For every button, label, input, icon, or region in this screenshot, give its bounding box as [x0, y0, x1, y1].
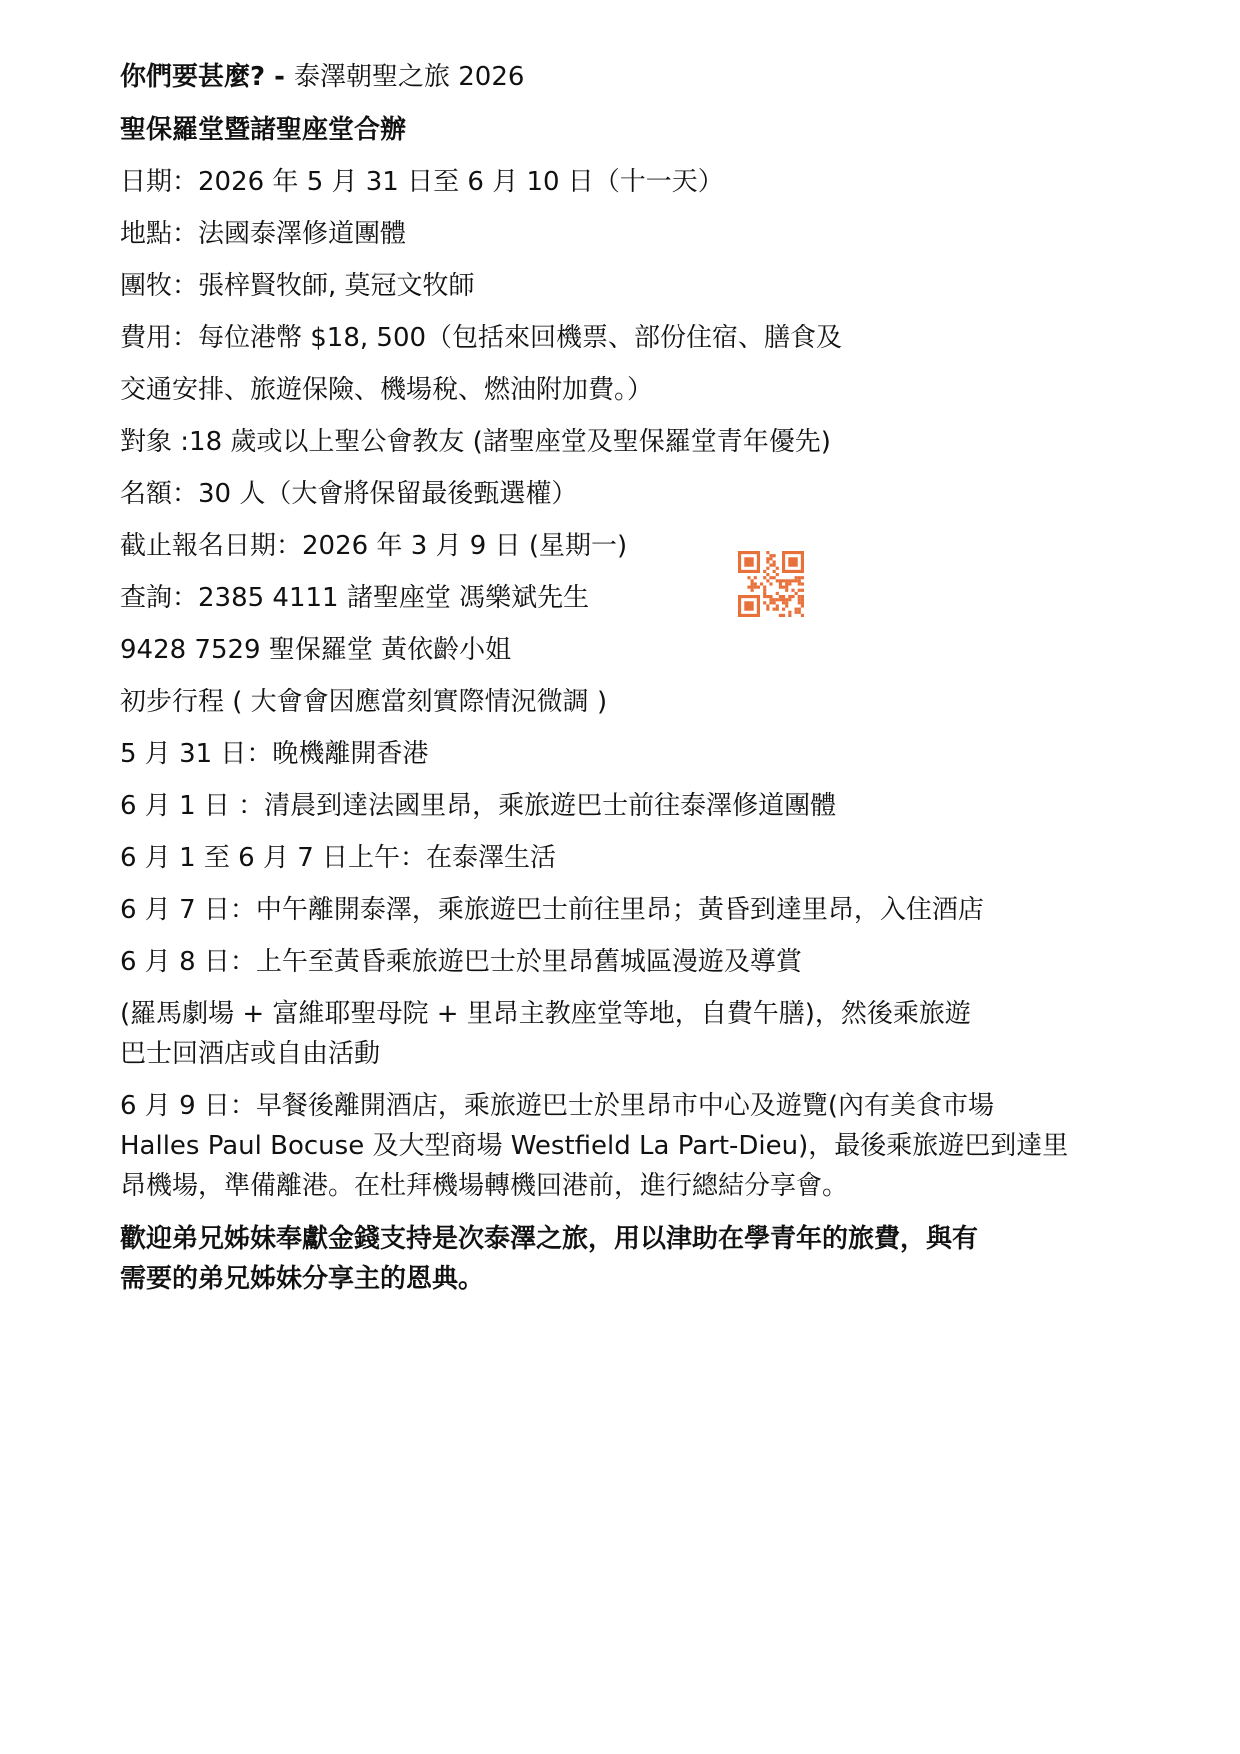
itinerary-0601-0607: 6 月 1 至 6 月 7 日上午：在泰澤生活 [120, 843, 557, 873]
itinerary-0608-line-1: 6 月 8 日：上午至黃昏乘旅遊巴士於里昂舊城區漫遊及導賞 [120, 947, 802, 977]
itinerary-0531: 5 月 31 日：晚機離開香港 [120, 739, 429, 769]
date-line: 日期：2026 年 5 月 31 日至 6 月 10 日（十一天） [120, 167, 724, 197]
location-line: 地點：法國泰澤修道團體 [120, 219, 407, 249]
document-title [120, 60, 524, 94]
qr-code-graphic [738, 551, 804, 617]
qr-code-image[interactable] [738, 551, 804, 617]
itinerary-0601: 6 月 1 日 ：清晨到達法國里昂，乘旅遊巴士前往泰澤修道團體 [120, 791, 837, 821]
itinerary-0609-line-3: 昂機場，準備離港。在杜拜機場轉機回港前，進行總結分享會。 [120, 1171, 849, 1201]
appeal-line-1: 歡迎弟兄姊妹奉獻金錢支持是次泰澤之旅，用以津助在學青年的旅費，與有 [120, 1224, 979, 1254]
quota-line: 名額：30 人（大會將保留最後甄選權） [120, 479, 578, 509]
itinerary-0609-line-2: Halles Paul Bocuse 及大型商場 Westfield La Part-Dieu)，最後乘旅遊巴到達里 [120, 1131, 1069, 1161]
organizer-line: 聖保羅堂暨諸聖座堂合辦 [120, 115, 407, 145]
title-prefix: 你們要甚麼? - [120, 62, 294, 92]
fee-line-2: 交通安排、旅遊保險、機場稅、燃油附加費。） [120, 375, 654, 405]
appeal-line-2: 需要的弟兄姊妹分享主的恩典。 [120, 1264, 485, 1294]
itinerary-0609-line-1: 6 月 9 日：早餐後離開酒店，乘旅遊巴士於里昂市中心及遊覽(內有美食市場 [120, 1091, 995, 1121]
itinerary-0608-line-2: (羅馬劇場 + 富維耶聖母院 + 里昂主教座堂等地，自費午膳)，然後乘旅遊 [120, 999, 971, 1029]
deadline-line: 截止報名日期：2026 年 3 月 9 日 (星期一) [120, 531, 628, 561]
title-main: 泰澤朝聖之旅 2026 [293, 62, 525, 92]
fee-line-1: 費用：每位港幣 $18, 500（包括來回機票、部份住宿、膳食及 [120, 323, 843, 353]
target-line: 對象 :18 歲或以上聖公會教友 (諸聖座堂及聖保羅堂青年優先) [120, 427, 831, 457]
itinerary-0608-line-3: 巴士回酒店或自由活動 [120, 1039, 381, 1069]
pastors-line: 團牧：張梓賢牧師, 莫冠文牧師 [120, 271, 475, 301]
itinerary-heading: 初步行程 ( 大會會因應當刻實際情況微調 ) [120, 687, 608, 717]
enquiry-line-1: 查詢：2385 4111 諸聖座堂 馮樂斌先生 [120, 583, 590, 613]
itinerary-0607: 6 月 7 日：中午離開泰澤，乘旅遊巴士前往里昂；黃昏到達里昂，入住酒店 [120, 895, 984, 925]
enquiry-line-2: 9428 7529 聖保羅堂 黃依齡小姐 [120, 635, 512, 665]
